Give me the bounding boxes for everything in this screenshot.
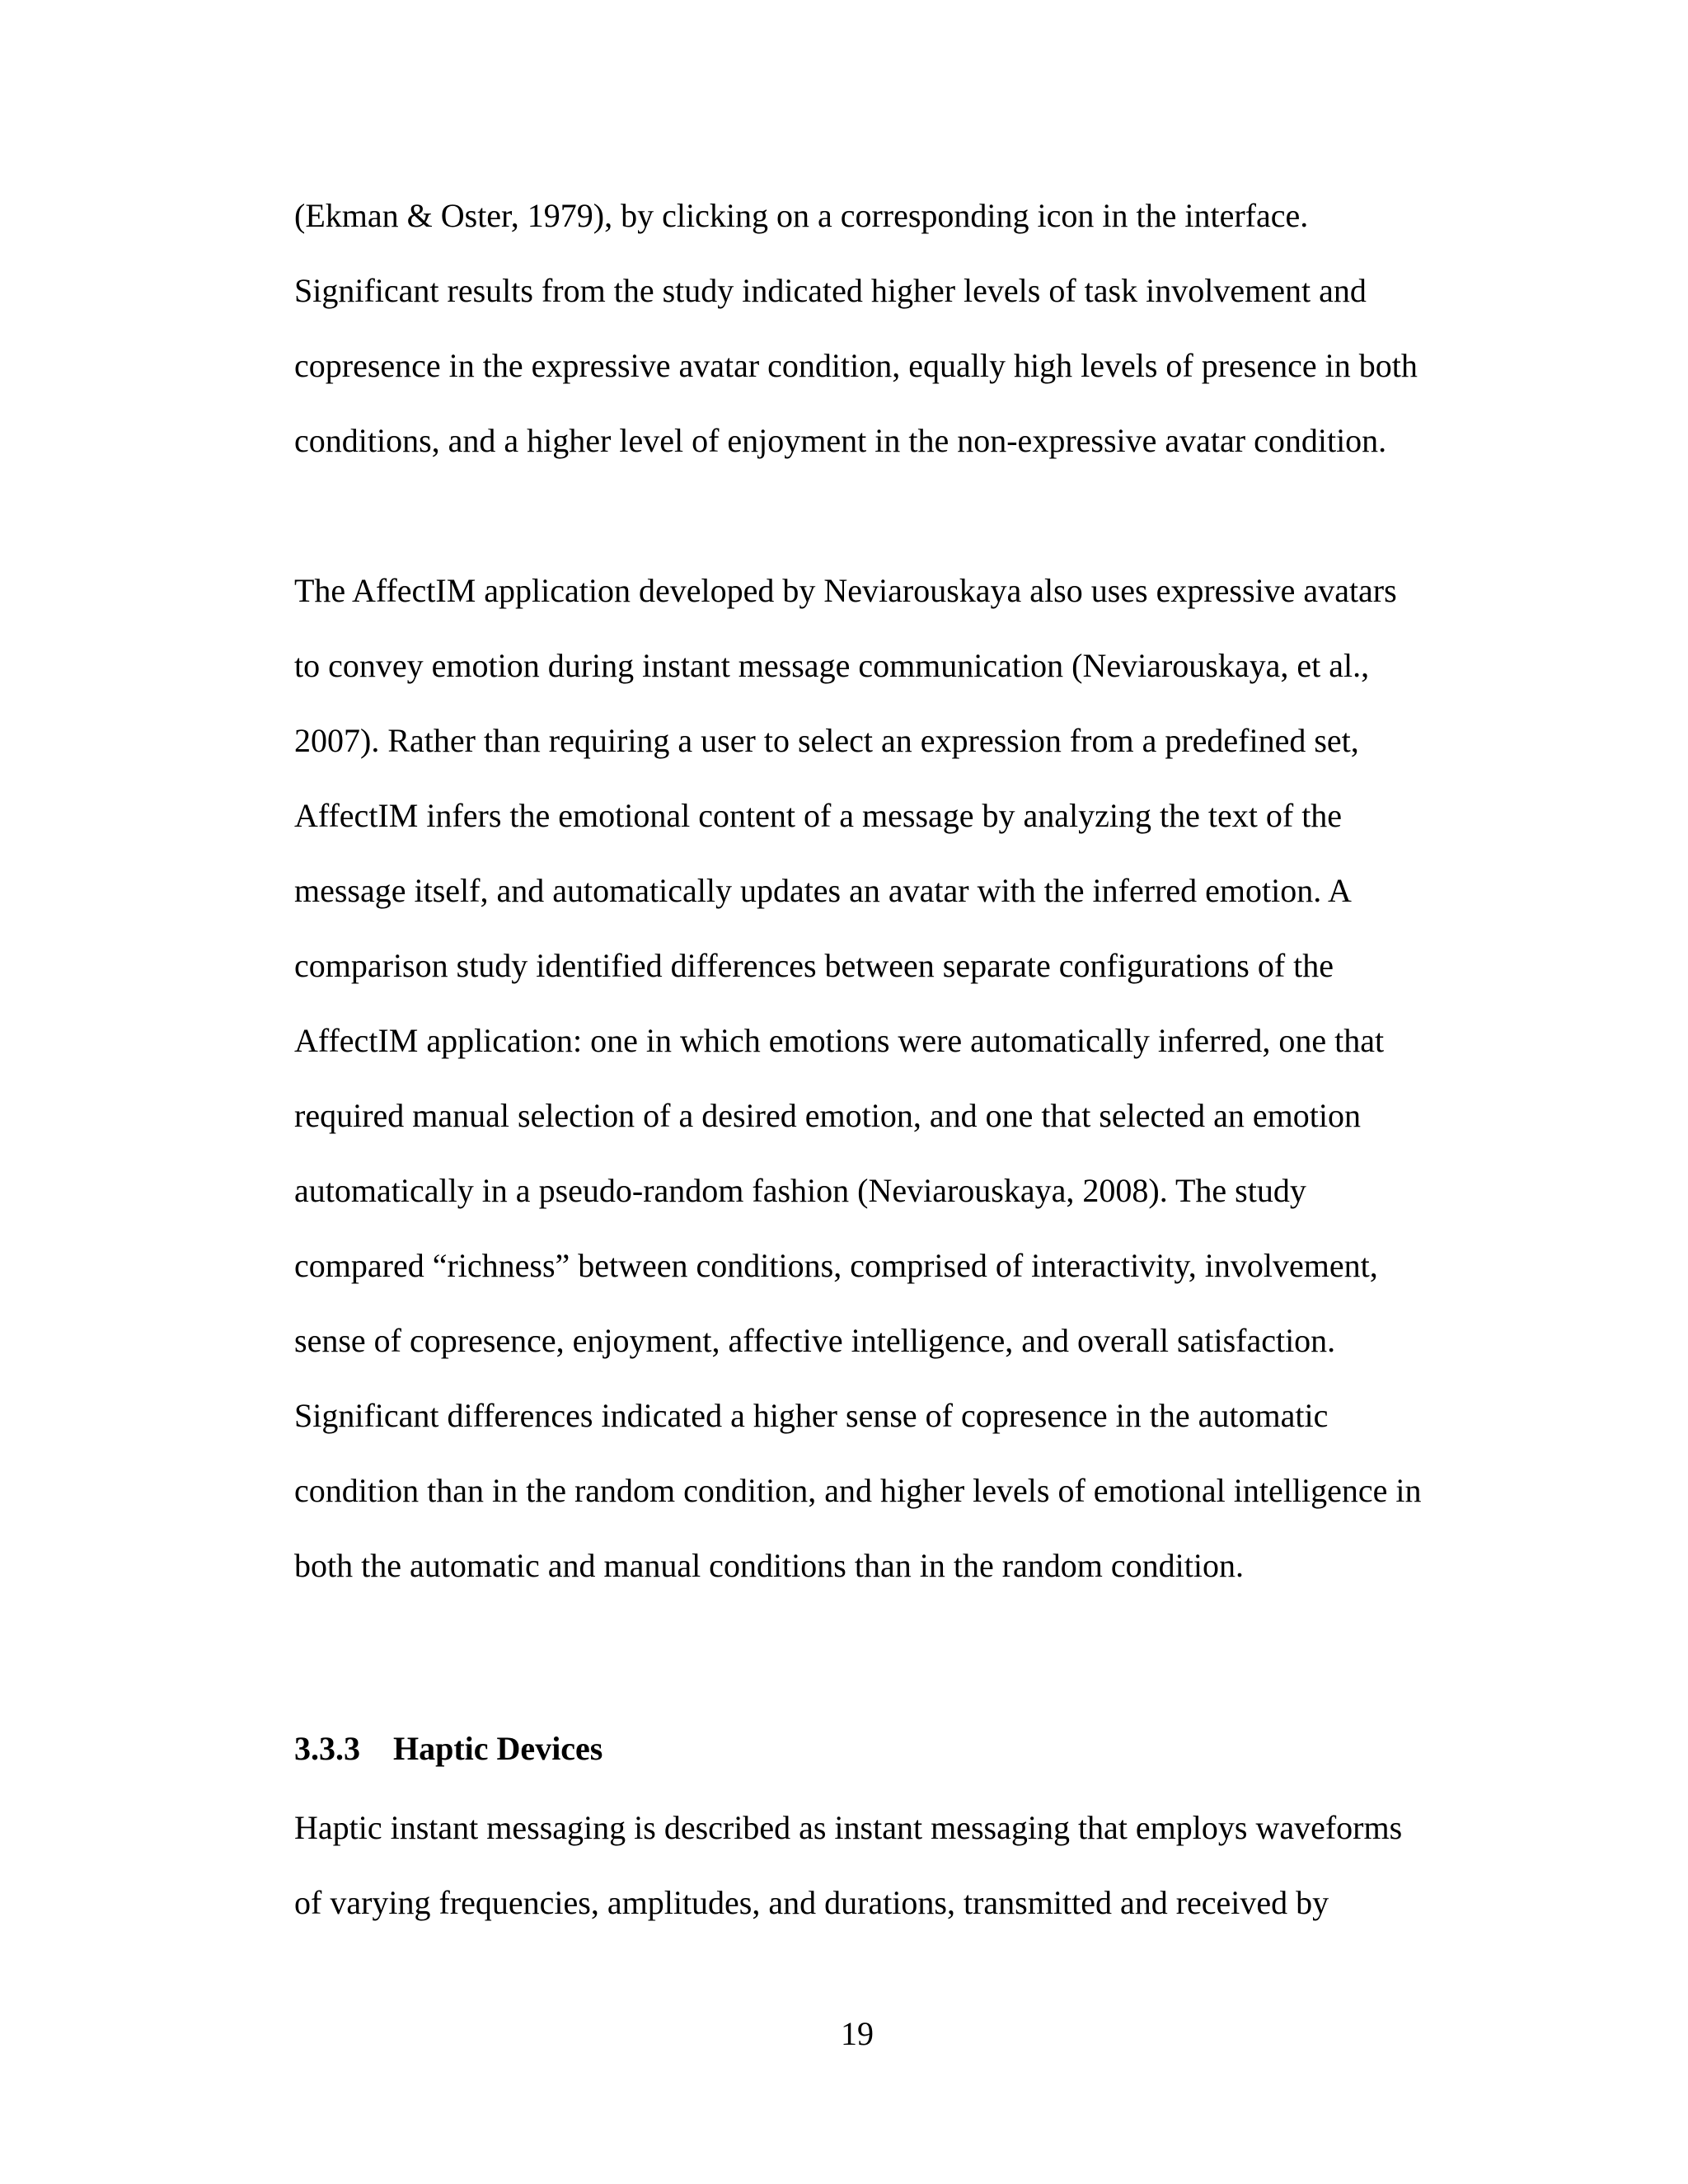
text-line: Haptic instant messaging is described as instant messaging that employs waveforms (294, 1809, 1403, 1846)
text-line: sense of copresence, enjoyment, affective intelligence, and overall satisfaction. (294, 1322, 1336, 1359)
text-line: 2007). Rather than requiring a user to select an expression from a predefined set, (294, 722, 1359, 759)
text-line: copresence in the expressive avatar condition, equally high levels of presence in both (294, 347, 1418, 384)
section-title: Haptic Devices (393, 1730, 603, 1767)
text-line: automatically in a pseudo-random fashion (Neviarouskaya, 2008). The study (294, 1172, 1306, 1209)
text-line: AffectIM infers the emotional content of a message by analyzing the text of the (294, 797, 1343, 834)
text-line: conditions, and a higher level of enjoyment in the non-expressive avatar condition. (294, 422, 1387, 459)
section-number: 3.3.3 (294, 1730, 360, 1767)
text-line: (Ekman & Oster, 1979), by clicking on a corresponding icon in the interface. (294, 197, 1309, 234)
text-line: both the automatic and manual conditions than in the random condition. (294, 1547, 1244, 1584)
text-line: AffectIM application: one in which emotions were automatically inferred, one that (294, 1022, 1385, 1059)
text-line: comparison study identified differences between separate configurations of the (294, 947, 1334, 984)
page-number: 19 (841, 2015, 874, 2052)
text-line: to convey emotion during instant message communication (Neviarouskaya, et al., (294, 647, 1370, 684)
text-line: of varying frequencies, amplitudes, and durations, transmitted and received by (294, 1884, 1329, 1921)
text-line: Significant differences indicated a higher sense of copresence in the automatic (294, 1397, 1329, 1434)
text-line: compared “richness” between conditions, comprised of interactivity, involvement, (294, 1247, 1378, 1284)
text-line: condition than in the random condition, and higher levels of emotional intelligence in (294, 1472, 1422, 1509)
text-line: Significant results from the study indicated higher levels of task involvement and (294, 272, 1367, 309)
text-line: message itself, and automatically updates an avatar with the inferred emotion. A (294, 872, 1352, 909)
text-line: The AffectIM application developed by Neviarouskaya also uses expressive avatars (294, 572, 1397, 609)
text-line: required manual selection of a desired emotion, and one that selected an emotion (294, 1097, 1361, 1134)
section-heading (294, 1729, 603, 1769)
